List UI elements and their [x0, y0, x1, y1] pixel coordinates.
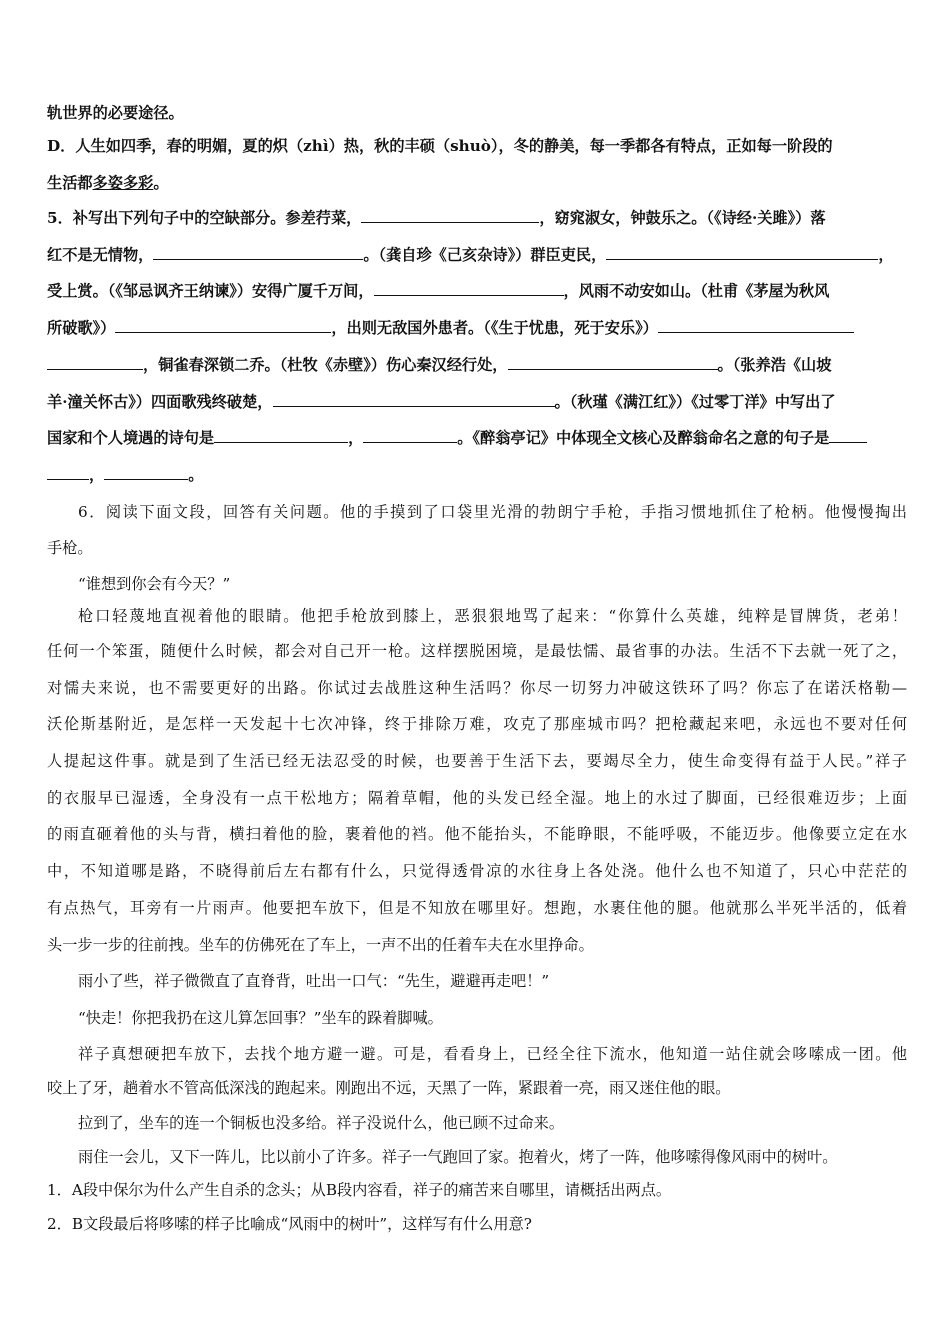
question-5-line-2 — [47, 244, 907, 265]
fill-blank[interactable] — [606, 244, 878, 260]
fill-blank[interactable] — [47, 464, 89, 480]
text-segment: ，窈窕淑女，钟鼓乐之。（《诗经·关雎》）落 — [539, 209, 826, 227]
fill-blank[interactable] — [361, 207, 539, 223]
text-segment: 。 — [153, 174, 169, 192]
fill-blank[interactable] — [115, 317, 331, 333]
passage-line: 枪口轻蔑地直视着他的眼睛。他把手枪放到膝上，恶狠狠地骂了起来：“你算什么英雄，纯粹是冒牌货，老弟！ — [78, 607, 907, 625]
passage-line: 雨小了些，祥子微微直了直脊背，吐出一口气：“先生，避避再走吧！” — [78, 972, 550, 990]
question-5-line-4 — [47, 317, 907, 338]
passage-line: 头一步一步的往前拽。坐车的仿佛死在了车上，一声不出的任着车夫在水里挣命。 — [47, 936, 594, 954]
text-segment: ， — [878, 246, 894, 264]
question-6-intro: 6．阅读下面文段，回答有关问题。他的手摸到了口袋里光滑的勃朗宁手枪，手指习惯地抓住了枪柄。他慢慢掏出 — [78, 503, 907, 521]
passage-line: 手枪。 — [47, 539, 93, 557]
fill-blank[interactable] — [374, 280, 564, 296]
text-segment: 红不是无情物， — [47, 246, 154, 264]
fill-blank[interactable] — [273, 391, 555, 407]
passage-line: 祥子真想硬把车放下，去找个地方避一避。可是，看看身上，已经全往下流水，他知道一站住就会哆嗦成一团。他 — [78, 1045, 907, 1063]
fill-blank[interactable] — [104, 464, 188, 480]
text-segment: ，铜雀春深锁二乔。（杜牧《赤壁》）伤心秦汉经行处， — [143, 356, 508, 374]
passage-line: 人提起这件事。就是到了生活已经无法忍受的时候，也要善于生活下去，要竭尽全力，使生命变得有益于人民。”祥子 — [47, 752, 907, 770]
passage-line: 沃伦斯基附近，是怎样一天发起十七次冲锋，终于排除万难，攻克了那座城市吗？把枪藏起来吧，永远也不要对任何 — [47, 715, 907, 733]
passage-line: 的衣服早已湿透，全身没有一点干松地方；隔着草帽，他的头发已经全湿。地上的水过了脚面，已经很难迈步；上面 — [47, 789, 907, 807]
text-segment: 受上赏。（《邹忌讽齐王纳谏》）安得广厦千万间， — [47, 282, 374, 300]
passage-line: “谁想到你会有今天？” — [78, 575, 231, 593]
text-segment: 羊·潼关怀古》）四面歌残终破楚， — [47, 393, 273, 411]
fill-blank[interactable] — [363, 427, 457, 443]
fill-blank[interactable] — [214, 427, 348, 443]
sub-question-2: 2．B文段最后将哆嗦的样子比喻成“风雨中的树叶”，这样写有什么用意? — [47, 1215, 532, 1233]
passage-line: 雨住一会儿，又下一阵儿，比以前小了许多。祥子一气跑回了家。抱着火，烤了一阵，他哆嗦得像风雨中的树叶。 — [78, 1148, 838, 1166]
passage-line: 对懦夫来说，也不需要更好的出路。你试过去战胜这种生活吗？你尽一切努力冲破这铁环了吗？你忘了在诺沃格勒— — [47, 679, 907, 697]
fill-blank[interactable] — [47, 354, 143, 370]
text-segment: ，出则无敌国外患者。（《生于忧患，死于安乐》） — [331, 319, 658, 337]
fill-blank[interactable] — [658, 317, 854, 333]
question-5-line-8 — [47, 464, 907, 485]
text-line: 轨世界的必要途径。 — [47, 104, 184, 122]
question-5-line-7 — [47, 427, 907, 448]
passage-line: 中，不知道哪是路，不晓得前后左右都有什么，只觉得透骨凉的水往身上各处浇。他什么也不知道了，只心中茫茫的 — [47, 862, 907, 880]
passage-line: 任何一个笨蛋，随便什么时候，都会对自己开一枪。这样摆脱困境，是最怯懦、最省事的办法。生活不下去就一死了之， — [47, 642, 907, 660]
fill-blank[interactable] — [829, 427, 867, 443]
fill-blank[interactable] — [508, 354, 718, 370]
text-segment: 所破歌》） — [47, 319, 116, 337]
text-segment: 国家和个人境遇的诗句是 — [47, 429, 215, 447]
text-segment: 。（张养浩《山坡 — [717, 356, 832, 374]
text-segment: ， — [348, 429, 364, 447]
text-segment: 。（龚自珍《己亥杂诗》）群臣吏民， — [363, 246, 607, 264]
question-5-line-6 — [47, 391, 907, 412]
text-segment: 生活都 — [47, 174, 93, 192]
option-d-line: D．人生如四季，春的明媚，夏的炽（zhì）热，秋的丰硕（shuò），冬的静美，每一季都各有特点，正如每一阶段的 — [47, 137, 833, 155]
fill-blank[interactable] — [153, 244, 363, 260]
text-segment: ， — [89, 466, 105, 484]
question-5-line-3 — [47, 280, 907, 301]
text-segment: ，风雨不动安如山。（杜甫《茅屋为秋风 — [563, 282, 830, 300]
question-5-line-1 — [47, 207, 907, 228]
passage-line: 的雨直砸着他的头与背，横扫着他的脸，裹着他的裆。他不能抬头，不能睁眼，不能呼吸，不能迈步。他像要立定在水 — [47, 825, 907, 843]
option-d-line-2 — [47, 173, 907, 193]
text-segment: 。（秋瑾《满江红》）《过零丁洋》中写出了 — [554, 393, 836, 411]
passage-line: 咬上了牙，趟着水不管高低深浅的跑起来。刚跑出不远，天黑了一阵，紧跟着一亮，雨又迷住他的眼。 — [47, 1079, 731, 1097]
passage-line: 有点热气，耳旁有一片雨声。他要把车放下，但是不知放在哪里好。想跑，水裹住他的腿。他就那么半死半活的，低着 — [47, 899, 907, 917]
question-5-line-5 — [47, 354, 907, 375]
underlined-phrase: 多姿多彩 — [92, 174, 154, 192]
passage-line: “快走！你把我扔在这儿算怎回事？”坐车的跺着脚喊。 — [78, 1009, 443, 1027]
passage-line: 拉到了，坐车的连一个铜板也没多给。祥子没说什么，他已顾不过命来。 — [78, 1114, 564, 1132]
text-segment: 。《醉翁亭记》中体现全文核心及醉翁命名之意的句子是 — [457, 429, 830, 447]
text-segment: 5．补写出下列句子中的空缺部分。参差荇菜， — [47, 209, 362, 227]
text-segment: 。 — [188, 466, 204, 484]
sub-question-1: 1．A段中保尔为什么产生自杀的念头；从B段内容看，祥子的痛苦来自哪里，请概括出两点。 — [47, 1181, 672, 1199]
